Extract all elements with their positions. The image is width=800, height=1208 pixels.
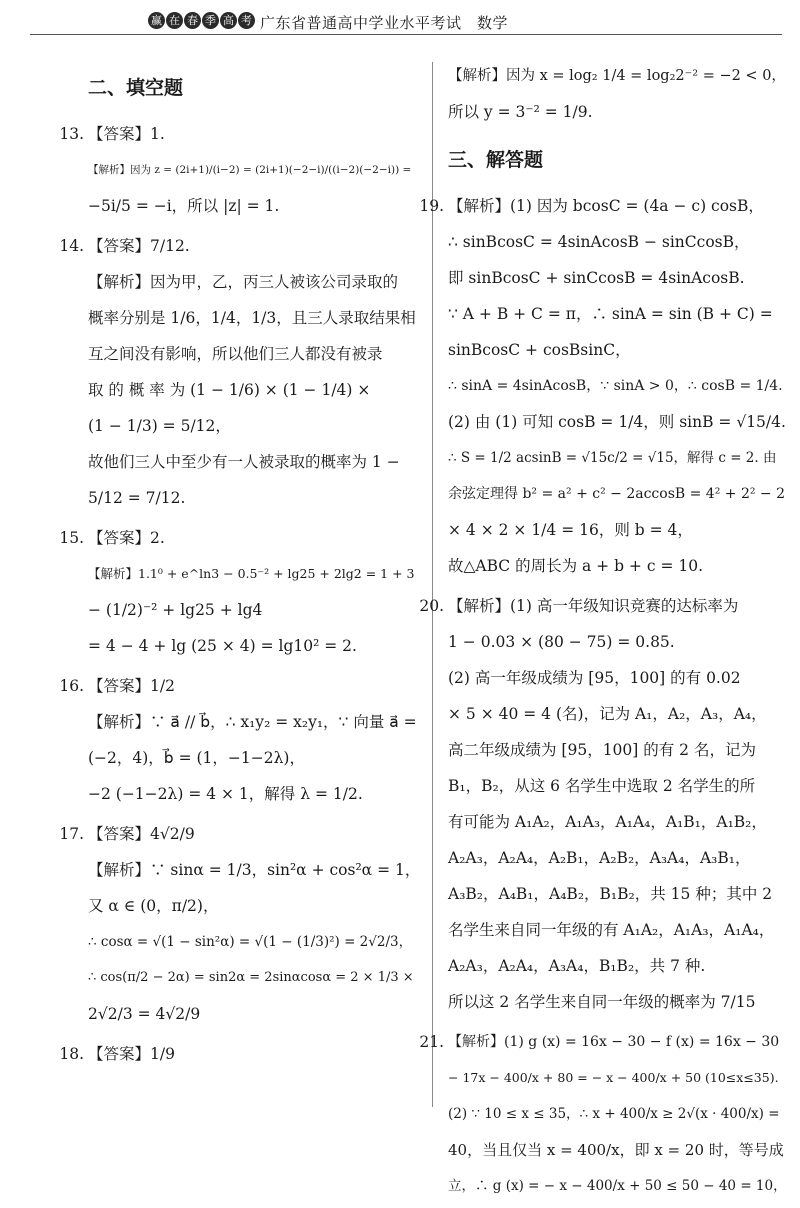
answer-line: 40，当且仅当 x = 400/x，即 x = 20 时，等号成 [448, 1141, 784, 1159]
right-column [419, 58, 788, 1208]
answer-line: 5/12 = 7/12. [88, 489, 186, 507]
answer-line: −2 (−1−2λ) = 4 × 1，解得 λ = 1/2. [88, 785, 363, 803]
question-19 [419, 188, 788, 584]
header-rule [30, 34, 782, 35]
answer-line: × 4 × 2 × 1/4 = 16，则 b = 4， [448, 521, 693, 539]
answer-line: 故他们三人中至少有一人被录取的概率为 1 − [88, 453, 400, 471]
page-header [0, 0, 800, 46]
answer-line: A₂A₃，A₂A₄，A₃A₄，B₁B₂，共 7 种. [448, 957, 706, 975]
section-title: 二、填空题 [88, 77, 184, 99]
answer-line: 即 sinBcosC + sinCcosB = 4sinAcosB. [448, 269, 745, 287]
answer-line: 【解析】(1) g (x) = 16x − 30 − f (x) = 16x − 30 [448, 1034, 780, 1050]
logo-char: 赢 [148, 12, 165, 29]
answer-line: ∴ sinA = 4sinAcosB，∵ sinA > 0，∴ cosB = 1/4. [448, 378, 783, 394]
question-number: 20. [419, 597, 444, 615]
question-14 [59, 228, 423, 516]
answer-line: ∴ cos(π/2 − 2α) = sin2α = 2sinαcosα = 2 × 1/3 × [88, 970, 414, 985]
answer-line: (2) ∵ 10 ≤ x ≤ 35，∴ x + 400/x ≥ 2√(x · 400/x) = [448, 1106, 780, 1122]
question-20 [419, 588, 788, 1020]
answer-line: 【答案】4√2/9 [88, 825, 195, 843]
logo-char: 在 [166, 12, 183, 29]
answer-line: 1 − 0.03 × (80 − 75) = 0.85. [448, 633, 675, 651]
question-number: 15. [59, 529, 84, 547]
answer-line: A₃B₂，A₄B₁，A₄B₂，B₁B₂，共 15 种；其中 2 [448, 885, 773, 903]
question-number: 17. [59, 825, 84, 843]
answer-line: 取 的 概 率 为 (1 − 1/6) × (1 − 1/4) × [88, 381, 371, 399]
answer-line: 又 α ∈ (0，π/2)， [88, 897, 219, 915]
answer-line: 有可能为 A₁A₂，A₁A₃，A₁A₄，A₁B₁，A₁B₂， [448, 813, 767, 831]
answer-line: 【答案】7/12. [88, 237, 190, 255]
answer-line: 高二年级成绩为 [95，100] 的有 2 名，记为 [448, 741, 756, 759]
question-16 [59, 668, 423, 812]
answer-line: 概率分别是 1/6，1/4，1/3，且三人录取结果相 [88, 309, 416, 327]
question-17 [59, 816, 423, 1032]
question-21 [419, 1024, 788, 1204]
answer-line: 所以这 2 名学生来自同一年级的概率为 7/15 [448, 993, 756, 1011]
answer-line: ∴ sinBcosC = 4sinAcosB − sinCcosB， [448, 233, 750, 251]
left-column [59, 58, 423, 1076]
answer-line: 【解析】(1) 因为 bcosC = (4a − c) cosB， [448, 197, 764, 215]
answer-line: (2) 由 (1) 可知 cosB = 1/4，则 sinB = √15/4. [448, 413, 786, 431]
answer-line: ∴ S = 1/2 acsinB = √15c/2 = √15，解得 c = 2. 由 [448, 450, 777, 466]
answer-line: 【解析】1.1⁰ + e^ln3 − 0.5⁻² + lg25 + 2lg2 = 1 + 3 [88, 566, 415, 581]
answer-line: (2) 高一年级成绩为 [95，100] 的有 0.02 [448, 669, 741, 687]
question-15 [59, 520, 423, 664]
question-number: 19. [419, 197, 444, 215]
answer-line: 【答案】1. [88, 125, 165, 143]
question-13 [59, 116, 423, 224]
question-number: 13. [59, 125, 84, 143]
answer-line: − 17x − 400/x + 80 = − x − 400/x + 50 (10≤x≤35). [448, 1070, 779, 1085]
answer-line: = 4 − 4 + lg (25 × 4) = lg10² = 2. [88, 637, 357, 655]
logo-char: 春 [184, 12, 201, 29]
answer-line: − (1/2)⁻² + lg25 + lg4 [88, 601, 263, 619]
logo-char: 考 [238, 12, 255, 29]
answer-line: 【解析】因为 x = log₂ 1/4 = log₂2⁻² = −2 < 0， [448, 68, 786, 84]
answer-line: 互之间没有影响，所以他们三人都没有被录 [88, 345, 383, 363]
question-number: 21. [419, 1033, 444, 1051]
answer-line: 【解析】∵ sinα = 1/3，sin²α + cos²α = 1， [88, 861, 421, 879]
answer-line: A₂A₃，A₂A₄，A₂B₁，A₂B₂，A₃A₄，A₃B₁， [448, 849, 751, 867]
answer-line: B₁，B₂，从这 6 名学生中选取 2 名学生的所 [448, 777, 756, 795]
answer-line: ∵ A + B + C = π，∴ sinA = sin (B + C) = [448, 305, 773, 323]
answer-line: sinBcosC + cosBsinC， [448, 341, 631, 359]
answer-line: −5i/5 = −i，所以 |z| = 1. [88, 197, 280, 215]
answer-line: 【答案】1/2 [88, 677, 175, 695]
logo-char: 高 [220, 12, 237, 29]
answer-line: 2√2/3 = 4√2/9 [88, 1005, 201, 1023]
answer-line: 【解析】因为甲，乙，丙三人被该公司录取的 [88, 273, 399, 291]
answer-line: 【解析】∵ a⃗ // b⃗，∴ x₁y₂ = x₂y₁，∵ 向量 a⃗ = [88, 713, 417, 731]
answer-line: 立，∴ g (x) = − x − 400/x + 50 ≤ 50 − 40 = 10， [448, 1178, 787, 1194]
question-number: 18. [59, 1045, 84, 1063]
answer-line: 故△ABC 的周长为 a + b + c = 10. [448, 557, 704, 575]
answer-line: 【解析】(1) 高一年级知识竞赛的达标率为 [448, 597, 739, 615]
header-title: 广东省普通高中学业水平考试 数学 [260, 14, 509, 32]
question-number: 16. [59, 677, 84, 695]
question-number: 14. [59, 237, 84, 255]
question-18 [59, 1036, 423, 1072]
answer-line: 所以 y = 3⁻² = 1/9. [448, 103, 593, 121]
section-title: 三、解答题 [448, 149, 544, 171]
logo-char: 季 [202, 12, 219, 29]
answer-line: (1 − 1/3) = 5/12， [88, 417, 231, 435]
answer-line: ∴ cosα = √(1 − sin²α) = √(1 − (1/3)²) = 2√2/3， [88, 934, 413, 950]
answer-line: (−2，4)，b⃗ = (1，−1−2λ)， [88, 749, 305, 767]
answer-line: 【解析】因为 z = (2i+1)/(i−2) = (2i+1)(−2−i)/((i−2)(−2−i)) = [88, 164, 412, 176]
q18-continuation [448, 58, 788, 130]
answer-line: × 5 × 40 = 4 (名)，记为 A₁，A₂，A₃，A₄， [448, 705, 767, 723]
answer-line: 【答案】2. [88, 529, 165, 547]
answer-line: 名学生来自同一年级的有 A₁A₂，A₁A₃，A₁A₄， [448, 921, 775, 939]
series-logo [148, 12, 256, 29]
answer-line: 余弦定理得 b² = a² + c² − 2accosB = 4² + 2² − 2 [448, 486, 786, 502]
answer-line: 【答案】1/9 [88, 1045, 175, 1063]
